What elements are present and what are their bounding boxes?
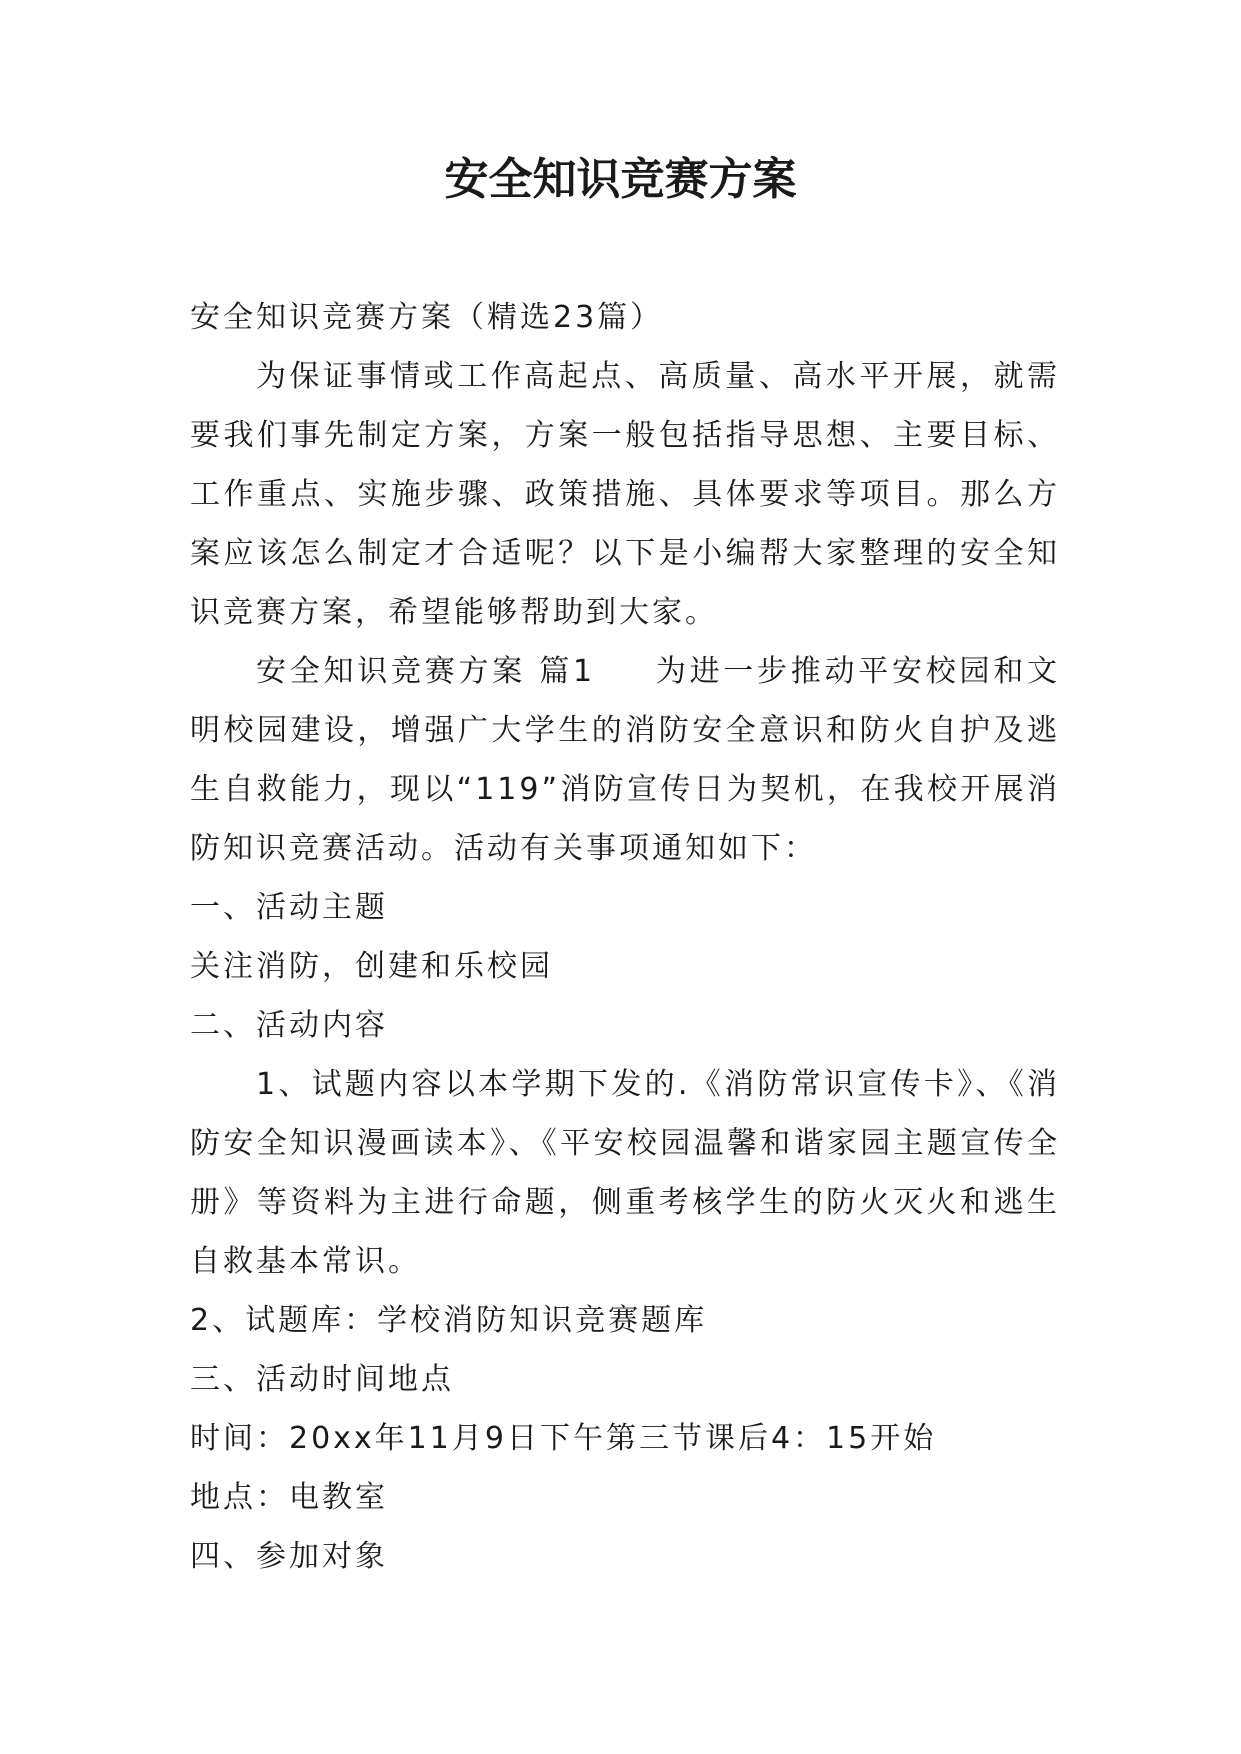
section2-item2: 2、试题库：学校消防知识竞赛题库 [190, 1303, 708, 1338]
section1-heading: 一、活动主题 [190, 890, 388, 925]
section3-time: 时间：20xx年11月9日下午第三节课后4：15开始 [190, 1421, 937, 1456]
section2-item1: 1、试题内容以本学期下发的.《消防常识宣传卡》、《消防安全知识漫画读本》、《平安校园温馨和谐家园主题宣传全册》等资料为主进行命题，侧重考核学生的防火灭火和逃生自救基本常识。 [190, 1067, 1060, 1279]
section4-heading: 四、参加对象 [190, 1539, 388, 1574]
document-title: 安全知识竞赛方案 [444, 154, 797, 205]
section1-text: 关注消防，创建和乐校园 [190, 949, 553, 984]
piece-intro: 为进一步推动平安校园和文明校园建设，增强广大学生的消防安全意识和防火自护及逃生自救能力，现以“119”消防宣传日为契机，在我校开展消防知识竞赛活动。活动有关事项通知如下： [190, 654, 1061, 866]
piece-paragraph [190, 642, 1060, 878]
intro-paragraph: 为保证事情或工作高起点、高质量、高水平开展，就需要我们事先制定方案，方案一般包括指导思想、主要目标、工作重点、实施步骤、政策措施、具体要求等项目。那么方案应该怎么制定才合适呢？以下是小编帮大家整理的安全知识竞赛方案，希望能够帮助到大家。 [190, 359, 1060, 630]
section2-heading: 二、活动内容 [190, 1008, 388, 1043]
section3-place: 地点：电教室 [190, 1480, 388, 1515]
document-subtitle: 安全知识竞赛方案（精选23篇） [190, 300, 664, 335]
section3-heading: 三、活动时间地点 [190, 1362, 454, 1397]
document-body [190, 288, 1060, 1586]
piece-heading: 安全知识竞赛方案 篇1 [256, 654, 596, 689]
